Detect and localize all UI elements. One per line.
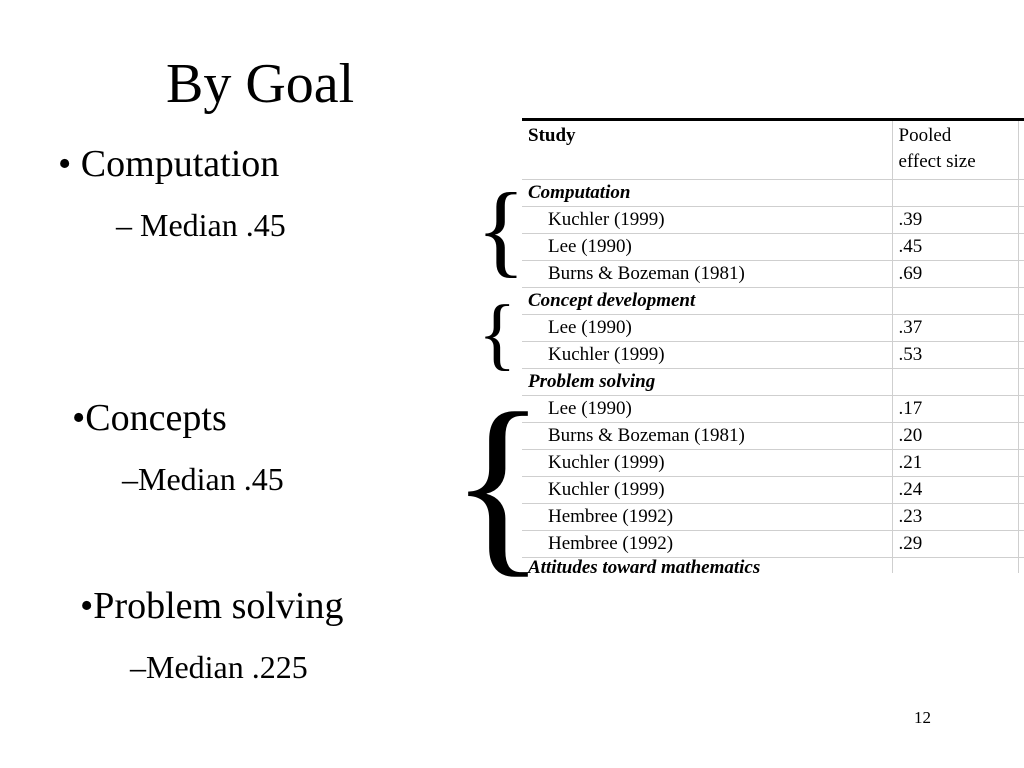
table-row: [522, 234, 1024, 261]
table-row: [522, 261, 1024, 288]
row-study: Computation: [522, 180, 892, 207]
table-row: [522, 531, 1024, 558]
table-row: [522, 207, 1024, 234]
slide-title: By Goal: [166, 53, 355, 115]
row-study: Problem solving: [522, 369, 892, 396]
row-effect: .17: [892, 396, 1018, 423]
sub-bullet-computation-median: – Median .45: [116, 207, 286, 243]
header-effect-line1: Pooled: [898, 125, 952, 146]
table-header-row: [522, 121, 1024, 180]
row-study: Hembree (1992): [522, 531, 892, 558]
slide-number: 12: [914, 708, 931, 727]
row-study: Burns & Bozeman (1981): [522, 423, 892, 450]
effect-size-table-grid: [522, 121, 1024, 573]
sub-bullet-concepts-median: –Median .45: [122, 461, 284, 497]
table-row-category-cut-off: [522, 558, 1024, 574]
row-effect: [892, 369, 1018, 396]
row-study: Kuchler (1999): [522, 207, 892, 234]
row-study: Concept development: [522, 288, 892, 315]
table-row: [522, 423, 1024, 450]
row-effect: .20: [892, 423, 1018, 450]
row-effect: .37: [892, 315, 1018, 342]
row-effect: .45: [892, 234, 1018, 261]
table-row-category: [522, 369, 1024, 396]
table-row: [522, 450, 1024, 477]
table-row: [522, 396, 1024, 423]
row-effect: .39: [892, 207, 1018, 234]
row-study: Lee (1990): [522, 396, 892, 423]
row-study: Lee (1990): [522, 234, 892, 261]
row-study: Attitudes toward mathematics: [522, 558, 892, 574]
bullet-computation: • Computation: [58, 143, 280, 185]
row-effect: [892, 180, 1018, 207]
row-study: Kuchler (1999): [522, 477, 892, 504]
header-pooled-effect-size: [892, 121, 1018, 180]
row-study: Hembree (1992): [522, 504, 892, 531]
brace-problem-solving: {: [450, 373, 546, 594]
row-study: Kuchler (1999): [522, 342, 892, 369]
sub-bullet-problem-solving-median: –Median .225: [130, 649, 308, 685]
table-row: [522, 315, 1024, 342]
brace-concept-development: {: [478, 290, 517, 378]
header-effect-line2: effect size: [898, 151, 976, 172]
row-effect: [892, 558, 1018, 574]
row-study: Burns & Bozeman (1981): [522, 261, 892, 288]
row-effect: .69: [892, 261, 1018, 288]
header-study: Study: [522, 121, 892, 180]
row-effect: [892, 288, 1018, 315]
table-row-category: [522, 288, 1024, 315]
row-effect: .29: [892, 531, 1018, 558]
row-study: Lee (1990): [522, 315, 892, 342]
table-row: [522, 477, 1024, 504]
bullet-problem-solving: •Problem solving: [80, 585, 344, 627]
table-row: [522, 342, 1024, 369]
table-row: [522, 504, 1024, 531]
table-row-category: [522, 180, 1024, 207]
row-effect: .23: [892, 504, 1018, 531]
effect-size-table: [522, 118, 1024, 573]
row-effect: .21: [892, 450, 1018, 477]
row-effect: .53: [892, 342, 1018, 369]
row-effect: .24: [892, 477, 1018, 504]
row-study: Kuchler (1999): [522, 450, 892, 477]
bullet-concepts: •Concepts: [72, 397, 227, 439]
brace-computation: {: [476, 172, 526, 287]
